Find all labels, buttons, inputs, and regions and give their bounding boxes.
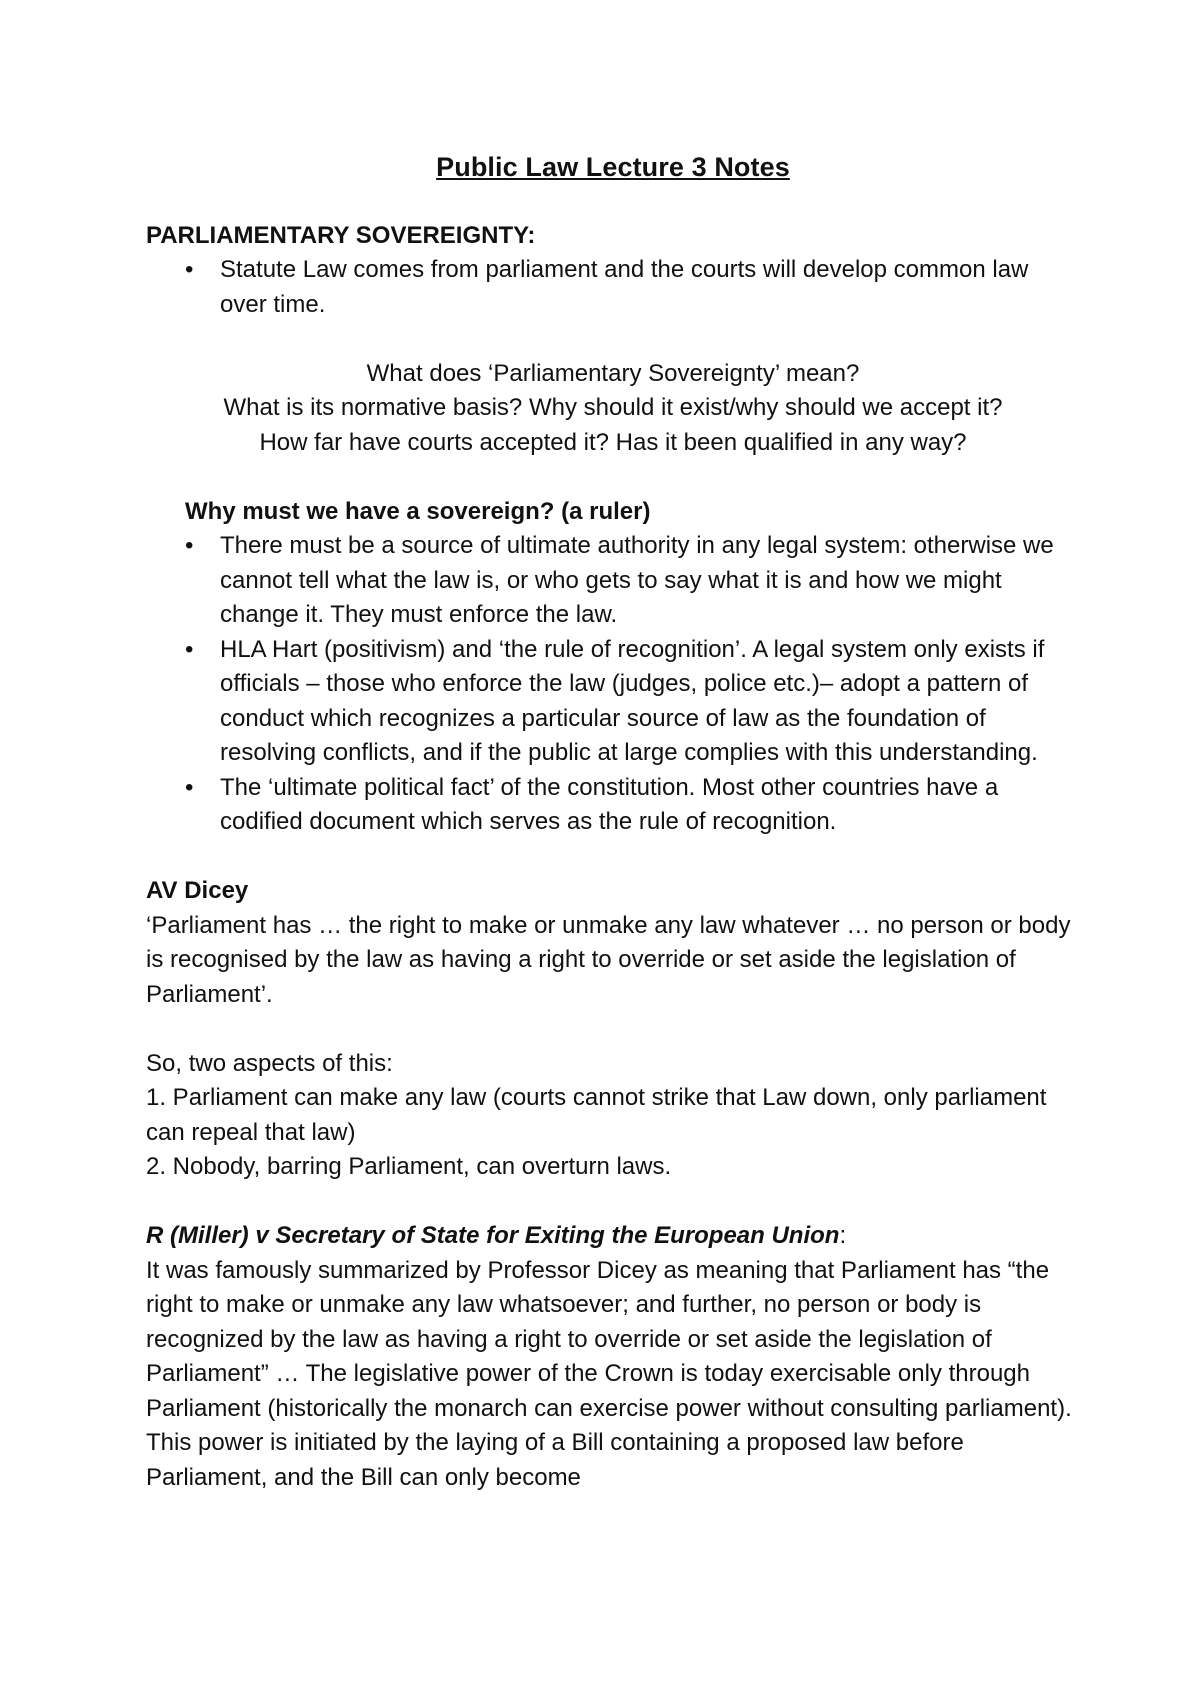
case-colon: : (839, 1222, 847, 1249)
bullet-item: • The ‘ultimate political fact’ of the constitution. Most other countries have a codified document which serves as the rule of recognition. (146, 771, 1080, 840)
case-name: R (Miller) v Secretary of State for Exiting the European Union (146, 1222, 840, 1249)
aspects-intro: So, two aspects of this: (146, 1049, 393, 1077)
aspect-item: 1. Parliament can make any law (courts cannot strike that Law down, only parliament can repeal that law) (146, 1084, 1047, 1146)
spacer (146, 322, 1080, 357)
document-title: Public Law Lecture 3 Notes (436, 152, 790, 182)
section-heading-why-sovereign: Why must we have a sovereign? (a ruler) (185, 497, 651, 525)
spacer (146, 1185, 1080, 1220)
bullet-list-sovereign (146, 529, 1080, 840)
bullet-item: • HLA Hart (positivism) and ‘the rule of recognition’. A legal system only exists if officials – those who enforce the law (judges, police etc.)– adopt a pattern of conduct which recognizes a particular source of law as the foundation of resolving conflicts, and if the public at large complies with this understanding. (146, 633, 1080, 771)
spacer (146, 840, 1080, 875)
bullet-list-statute-law (146, 253, 1080, 322)
section-heading-dicey: AV Dicey (146, 877, 249, 904)
miller-case-heading (146, 1219, 1080, 1254)
spacer (146, 1012, 1080, 1047)
miller-body: It was famously summarized by Professor Dicey as meaning that Parliament has “the right to make or unmake any law whatsoever; and further, no person or body is recognized by the law as having a right to override or set aside the legislation of Parliament” … The legislative power of the Crown is today exercisable only through Parliament (historically the monarch can exercise power without consulting parliament). This power is initiated by the laying of a Bill containing a proposed law before Parliament, and the Bill can only become (146, 1256, 1072, 1491)
bullet-item: • There must be a source of ultimate authority in any legal system: otherwise we cannot tell what the law is, or who gets to say what it is and how we might change it. They must enforce the law. (146, 529, 1080, 633)
section-heading-parliamentary-sovereignty: PARLIAMENTARY SOVEREIGNTY: (146, 221, 536, 249)
question-line: What is its normative basis? Why should it exist/why should we accept it? (223, 394, 1003, 421)
aspect-item: 2. Nobody, barring Parliament, can overturn laws. (146, 1153, 672, 1180)
dicey-quote: ‘Parliament has … the right to make or unmake any law whatever … no person or body is recognised by the law as having a right to override or set aside the legislation of Parliament’. (146, 911, 1071, 1008)
question-line: What does ‘Parliamentary Sovereignty’ mean? (366, 359, 860, 387)
spacer (146, 460, 1080, 495)
bullet-item: • Statute Law comes from parliament and the courts will develop common law over time. (146, 253, 1080, 322)
question-line: How far have courts accepted it? Has it been qualified in any way? (259, 428, 967, 456)
